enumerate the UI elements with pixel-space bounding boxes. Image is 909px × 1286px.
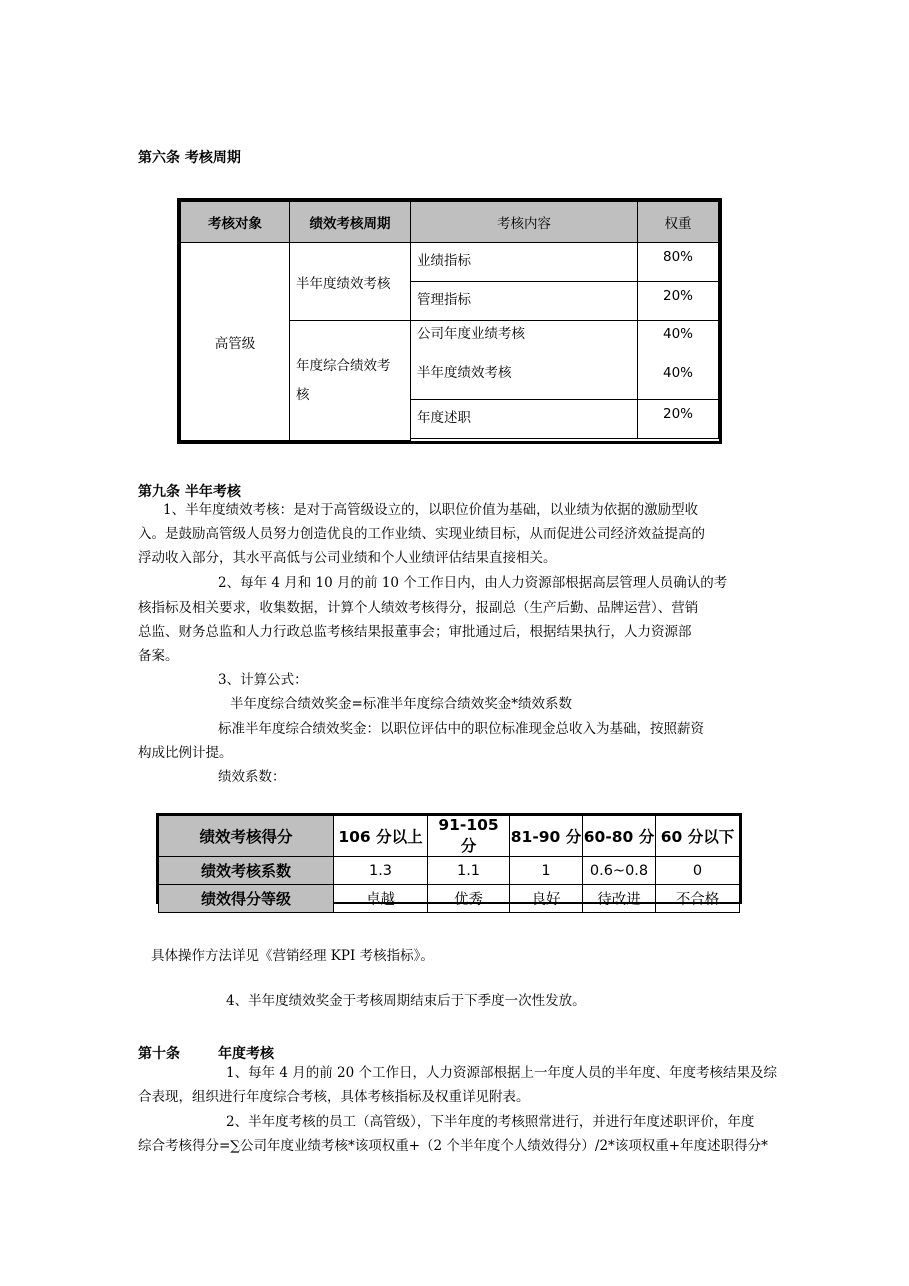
section-9-title: 第九条 半年考核	[138, 484, 241, 500]
score-cell: 60 分以下	[656, 816, 740, 857]
score-cell: 81-90 分	[510, 816, 583, 857]
s10-p2-line2: 综合考核得分=∑公司年度业绩考核*该项权重+（2 个半年度个人绩效得分）/2*该项权重+年度述职得分*	[138, 1138, 768, 1154]
s9-p2-line3: 总监、财务总监和人力行政总监考核结果报董事会；审批通过后，根据结果执行，人力资源部	[138, 624, 692, 640]
coef-cell: 0	[656, 857, 740, 885]
s9-p1-line3: 浮动收入部分，其水平高低与公司业绩和个人业绩评估结果直接相关。	[138, 550, 557, 566]
annual-period-line1: 年度综合绩效考	[296, 357, 391, 374]
s9-p2-line2: 核指标及相关要求，收集数据，计算个人绩效考核得分，报副总（生产后勤、品牌运营）、营销	[138, 600, 699, 616]
weight-cell: 80%	[638, 243, 719, 282]
section-6-title: 第六条 考核周期	[138, 150, 241, 166]
s9-p1-line2: 入。是鼓励高管级人员努力创造优良的工作业绩、实现业绩目标，从而促进公司经济效益提高的	[138, 526, 705, 542]
s10-p1-line1: 1、每年 4 月的前 20 个工作日，人力资源部根据上一年度人员的半年度、年度考核结果及综	[226, 1065, 778, 1081]
annual-period-line2: 核	[296, 386, 310, 403]
content-cell: 管理指标	[411, 282, 638, 321]
s9-note: 具体操作方法详见《营销经理 KPI 考核指标》。	[151, 948, 434, 964]
score-cell: 91-105 分	[428, 816, 510, 857]
score-cell: 106 分以上	[334, 816, 428, 857]
score-cell: 60-80 分	[583, 816, 656, 857]
half-year-period-cell: 半年度绩效考核	[290, 243, 411, 321]
annual-content-merged-cell	[411, 321, 638, 400]
section-10-title-b: 年度考核	[218, 1046, 274, 1062]
s9-p2-line4: 备案。	[138, 648, 179, 664]
s9-p2-line1: 2、每年 4 月和 10 月的前 10 个工作日内，由人力资源部根据高层管理人员确认的考	[218, 575, 728, 591]
header-period: 绩效考核周期	[290, 202, 411, 243]
grade-cell: 待改进	[583, 885, 656, 913]
coef-cell: 1.1	[428, 857, 510, 885]
s10-p2-line1: 2、半年度考核的员工（高管级），下半年度的考核照常进行，并进行年度述职评价，年度	[226, 1114, 755, 1130]
s9-formula: 半年度综合绩效奖金=标准半年度综合绩效奖金*绩效系数	[230, 696, 573, 712]
grade-cell: 卓越	[334, 885, 428, 913]
content-cell: 业绩指标	[411, 243, 638, 282]
s9-coef-label: 绩效系数：	[218, 769, 286, 785]
weight-line: 40%	[662, 326, 693, 342]
row-label: 绩效考核系数	[159, 857, 334, 885]
weight-line: 40%	[662, 365, 693, 381]
weight-cell: 20%	[638, 400, 719, 439]
object-cell: 高管级	[181, 243, 290, 441]
section-10-title-a: 第十条	[138, 1046, 180, 1062]
s10-p1-line2: 合表现，组织进行年度综合考核，具体考核指标及权重详见附表。	[138, 1089, 530, 1105]
row-label: 绩效考核得分	[159, 816, 334, 857]
s9-standard-line1: 标准半年度综合绩效奖金：以职位评估中的职位标准现金总收入为基础，按照薪资	[218, 721, 704, 737]
s9-p3: 3、计算公式：	[218, 672, 308, 688]
s9-standard-line2: 构成比例计提。	[138, 745, 233, 761]
coef-cell: 0.6~0.8	[583, 857, 656, 885]
grade-cell: 良好	[510, 885, 583, 913]
content-line: 公司年度业绩考核	[417, 326, 525, 342]
weight-cell: 20%	[638, 282, 719, 321]
row-label: 绩效得分等级	[159, 885, 334, 913]
performance-coefficient-table	[156, 813, 742, 908]
grade-cell: 不合格	[656, 885, 740, 913]
coef-cell: 1	[510, 857, 583, 885]
header-content: 考核内容	[411, 202, 638, 243]
s9-p1-line1: 1、半年度绩效考核：是对于高管级设立的，以职位价值为基础，以业绩为依据的激励型收	[163, 502, 699, 518]
content-cell: 年度述职	[411, 400, 638, 439]
s9-p4: 4、半年度绩效奖金于考核周期结束后于下季度一次性发放。	[226, 993, 586, 1009]
header-object: 考核对象	[181, 202, 290, 243]
coef-cell: 1.3	[334, 857, 428, 885]
grade-cell: 优秀	[428, 885, 510, 913]
header-weight: 权重	[638, 202, 719, 243]
annual-period-cell	[290, 321, 411, 441]
annual-weight-merged-cell	[638, 321, 719, 400]
content-line: 半年度绩效考核	[417, 365, 512, 381]
assessment-cycle-table	[177, 198, 722, 444]
